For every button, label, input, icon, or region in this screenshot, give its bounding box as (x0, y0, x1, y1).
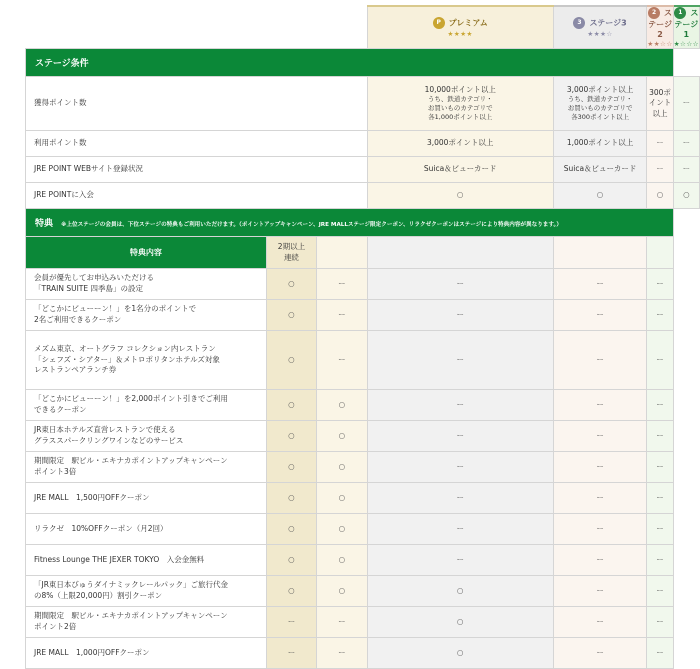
stage-header-2: 2 ステージ2 ★★☆☆ (647, 6, 673, 49)
benefit-row: リラクゼ 10%OFFクーポン（月2回） ○ ○ ー ー ー (26, 514, 700, 545)
benefits-note: ※上位ステージの会員は、下位ステージの特典もご利用いただけます。（ポイントアップキャンペーン、JRE MALLステージ限定クーポン、リラクゼクーポンはステージにより特典内容が異なります。） (61, 222, 562, 228)
section-header-row (26, 49, 700, 77)
benefit-row: JRE MALL 1,000円OFFクーポン ー ー ○ ー ー (26, 638, 700, 669)
condition-row: JRE POINT WEBサイト登録状況 Suica＆ビューカード Suica＆ビューカード ー ー (26, 157, 700, 183)
stage-header-premium: P プレミアム ★★★★ (367, 6, 553, 49)
stage-header-row (26, 6, 700, 49)
benefit-row: 「JR東日本びゅうダイナミックレールパック」ご旅行代金 の8%（上限20,000円）割引クーポン ○ ○ ○ ー ー (26, 576, 700, 607)
section-title-conditions: ステージ条件 (26, 49, 674, 77)
stage-comparison-table (25, 5, 700, 669)
consecutive-header: 2期以上 連続 (266, 237, 316, 269)
stars-icon: ★★☆☆ (647, 40, 673, 48)
benefit-row: JR東日本ホテルズ直営レストランで使える グラススパークリングワインなどのサービス ○ ○ ー ー ー (26, 421, 700, 452)
stage-header-1: 1 ステージ1 ★☆☆☆ (673, 6, 699, 49)
benefit-row: 期間限定 駅ビル・エキナカポイントアップキャンペーン ポイント2倍 ー ー ○ ー ー (26, 607, 700, 638)
benefit-row: メズム東京、オートグラフ コレクション内レストラン 「シェフズ・シアター」＆メトロポリタンホテルズ対象 レストランペアランチ券 ○ ー ー ー ー (26, 331, 700, 390)
stars-icon: ★☆☆☆ (673, 40, 699, 48)
benefit-row: 「どこかにビューーン！」を2,000ポイント引きでご利用 できるクーポン ○ ○ ー ー ー (26, 390, 700, 421)
stage1-badge-icon: 1 (674, 7, 686, 19)
benefit-row: 期間限定 駅ビル・エキナカポイントアップキャンペーン ポイント3倍 ○ ○ ー ー ー (26, 452, 700, 483)
section-title-benefits: 特典 ※上位ステージの会員は、下位ステージの特典もご利用いただけます。（ポイントアップキャンペーン、JRE MALLステージ限定クーポン、リラクゼクーポンはステージにより特典内容が異なります。） (26, 209, 674, 237)
condition-row: 利用ポイント数 3,000ポイント以上 1,000ポイント以上 ー ー (26, 131, 700, 157)
stage3-badge-icon: 3 (573, 17, 585, 29)
benefits-subheader-row (26, 237, 700, 269)
section-header-row (26, 209, 700, 237)
premium-badge-icon: P (433, 17, 445, 29)
stars-icon: ★★★★ (447, 30, 473, 38)
stars-icon: ★★★☆ (587, 30, 613, 38)
benefit-row: Fitness Lounge THE JEXER TOKYO 入会金無料 ○ ○ ー ー ー (26, 545, 700, 576)
benefit-row: 会員が優先してお申込みいただける 「TRAIN SUITE 四季島」の設定 ○ ー ー ー ー (26, 269, 700, 300)
benefit-row: JRE MALL 1,500円OFFクーポン ○ ○ ー ー ー (26, 483, 700, 514)
condition-row: JRE POINTに入会 ○ ○ ○ ○ (26, 183, 700, 209)
condition-row: 獲得ポイント数 10,000ポイント以上 うち、鉄道カテゴリ・ お買いものカテゴリで 各1,000ポイント以上 3,000ポイント以上 うち、鉄道カテゴリ・ お買いものカテゴリで 各300ポイント以上 300ポイント以上 ー (26, 77, 700, 131)
benefit-row: 「どこかにビューーン！」を1名分のポイントで 2名ご利用できるクーポン ○ ー ー ー ー (26, 300, 700, 331)
stage-header-3: 3 ステージ3 ★★★☆ (553, 6, 647, 49)
benefit-content-header: 特典内容 (26, 237, 267, 269)
stage2-badge-icon: 2 (648, 7, 660, 19)
